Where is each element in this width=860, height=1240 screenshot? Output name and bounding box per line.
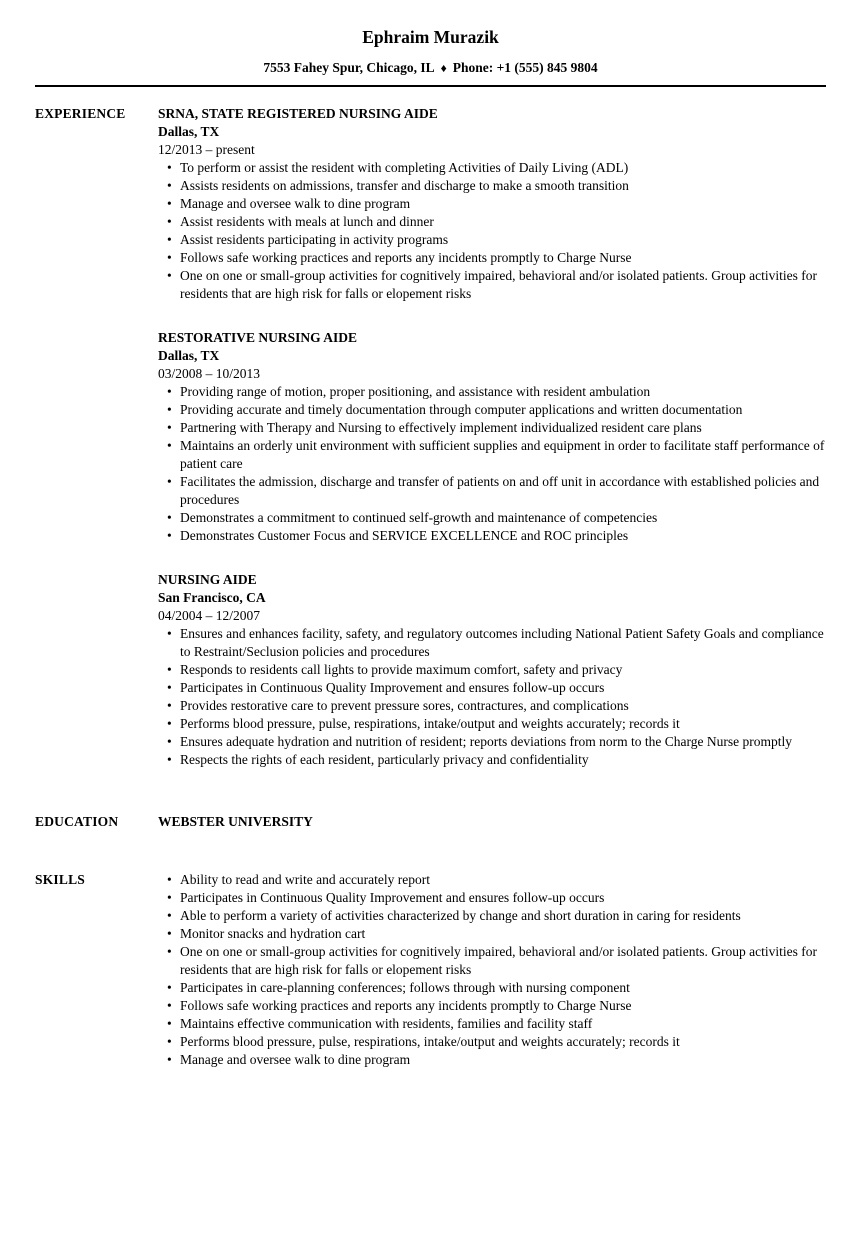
bullet-item: • Participates in Continuous Quality Improvement and ensures follow-up occurs <box>180 679 826 697</box>
diamond-icon: ♦ <box>440 61 447 75</box>
job-location: San Francisco, CA <box>158 590 266 605</box>
bullet-item: • One on one or small-group activities for cognitively impaired, behavioral and/or isolated patients. Group activities for residents that are high risk for falls or elopement risks <box>180 267 826 303</box>
bullet-item: • Follows safe working practices and reports any incidents promptly to Charge Nurse <box>180 249 826 267</box>
job-location: Dallas, TX <box>158 124 220 139</box>
bullet-item: • Manage and oversee walk to dine program <box>180 1051 826 1069</box>
contact-line <box>35 59 826 77</box>
bullet-item: • Performs blood pressure, pulse, respirations, intake/output and weights accurately; records it <box>180 1033 826 1051</box>
job-title: NURSING AIDE <box>158 572 257 587</box>
bullet-item: • One on one or small-group activities for cognitively impaired, behavioral and/or isolated patients. Group activities for residents that are high risk for falls or elopement risks <box>180 943 826 979</box>
job-title: RESTORATIVE NURSING AIDE <box>158 330 358 345</box>
bullet-item: • Follows safe working practices and reports any incidents promptly to Charge Nurse <box>180 997 826 1015</box>
bullet-item: • Ability to read and write and accurately report <box>180 871 826 889</box>
bullet-item: • Ensures and enhances facility, safety, and regulatory outcomes including National Patient Safety Goals and compliance to Restraint/Seclusion policies and procedures <box>180 625 826 661</box>
bullet-item: • Maintains effective communication with residents, families and facility staff <box>180 1015 826 1033</box>
job-bullets <box>158 159 826 303</box>
job-title: SRNA, STATE REGISTERED NURSING AIDE <box>158 106 438 121</box>
bullet-item: • Monitor snacks and hydration cart <box>180 925 826 943</box>
job-entry <box>158 571 826 769</box>
job-dates: 03/2008 – 10/2013 <box>158 366 261 381</box>
bullet-item: • Ensures adequate hydration and nutrition of resident; reports deviations from norm to the Charge Nurse promptly <box>180 733 826 751</box>
bullet-item: • Participates in care-planning conferences; follows through with nursing component <box>180 979 826 997</box>
section-label-education: EDUCATION <box>35 814 119 829</box>
bullet-item: • Providing accurate and timely documentation through computer applications and written documentation <box>180 401 826 419</box>
bullet-item: • Provides restorative care to prevent pressure sores, contractures, and complications <box>180 697 826 715</box>
job-bullets <box>158 383 826 545</box>
phone-text: Phone: +1 (555) 845 9804 <box>452 60 598 75</box>
header-rule <box>35 85 826 87</box>
section-education <box>35 813 826 831</box>
bullet-item: • Maintains an orderly unit environment with sufficient supplies and equipment in order to facilitate staff performance of patient care <box>180 437 826 473</box>
bullet-item: • Demonstrates Customer Focus and SERVICE EXCELLENCE and ROC principles <box>180 527 826 545</box>
section-experience <box>35 105 826 769</box>
bullet-item: • Able to perform a variety of activities characterized by change and short duration in caring for residents <box>180 907 826 925</box>
bullet-item: • Assist residents participating in activity programs <box>180 231 826 249</box>
address-text: 7553 Fahey Spur, Chicago, IL <box>263 60 435 75</box>
bullet-item: • Responds to residents call lights to provide maximum comfort, safety and privacy <box>180 661 826 679</box>
bullet-item: • Participates in Continuous Quality Improvement and ensures follow-up occurs <box>180 889 826 907</box>
job-bullets <box>158 625 826 769</box>
bullet-item: • Respects the rights of each resident, particularly privacy and confidentiality <box>180 751 826 769</box>
bullet-item: • Performs blood pressure, pulse, respirations, intake/output and weights accurately; records it <box>180 715 826 733</box>
skills-content <box>158 871 826 1069</box>
candidate-name: Ephraim Murazik <box>362 27 499 47</box>
job-location: Dallas, TX <box>158 348 220 363</box>
school-name: WEBSTER UNIVERSITY <box>158 814 313 829</box>
job-entry <box>158 105 826 303</box>
section-label-experience: EXPERIENCE <box>35 106 126 121</box>
education-content <box>158 813 826 831</box>
bullet-item: • Demonstrates a commitment to continued self-growth and maintenance of competencies <box>180 509 826 527</box>
job-dates: 04/2004 – 12/2007 <box>158 608 261 623</box>
experience-content <box>158 105 826 769</box>
bullet-item: • To perform or assist the resident with completing Activities of Daily Living (ADL) <box>180 159 826 177</box>
skills-list <box>158 871 826 1069</box>
bullet-item: • Partnering with Therapy and Nursing to effectively implement individualized resident care plans <box>180 419 826 437</box>
section-skills <box>35 871 826 1069</box>
section-label-skills: SKILLS <box>35 872 85 887</box>
bullet-item: • Assists residents on admissions, transfer and discharge to make a smooth transition <box>180 177 826 195</box>
job-entry <box>158 329 826 545</box>
bullet-item: • Facilitates the admission, discharge and transfer of patients on and off unit in accordance with established policies and procedures <box>180 473 826 509</box>
bullet-item: • Manage and oversee walk to dine program <box>180 195 826 213</box>
bullet-item: • Assist residents with meals at lunch and dinner <box>180 213 826 231</box>
job-dates: 12/2013 – present <box>158 142 255 157</box>
bullet-item: • Providing range of motion, proper positioning, and assistance with resident ambulation <box>180 383 826 401</box>
resume-header <box>35 26 826 87</box>
